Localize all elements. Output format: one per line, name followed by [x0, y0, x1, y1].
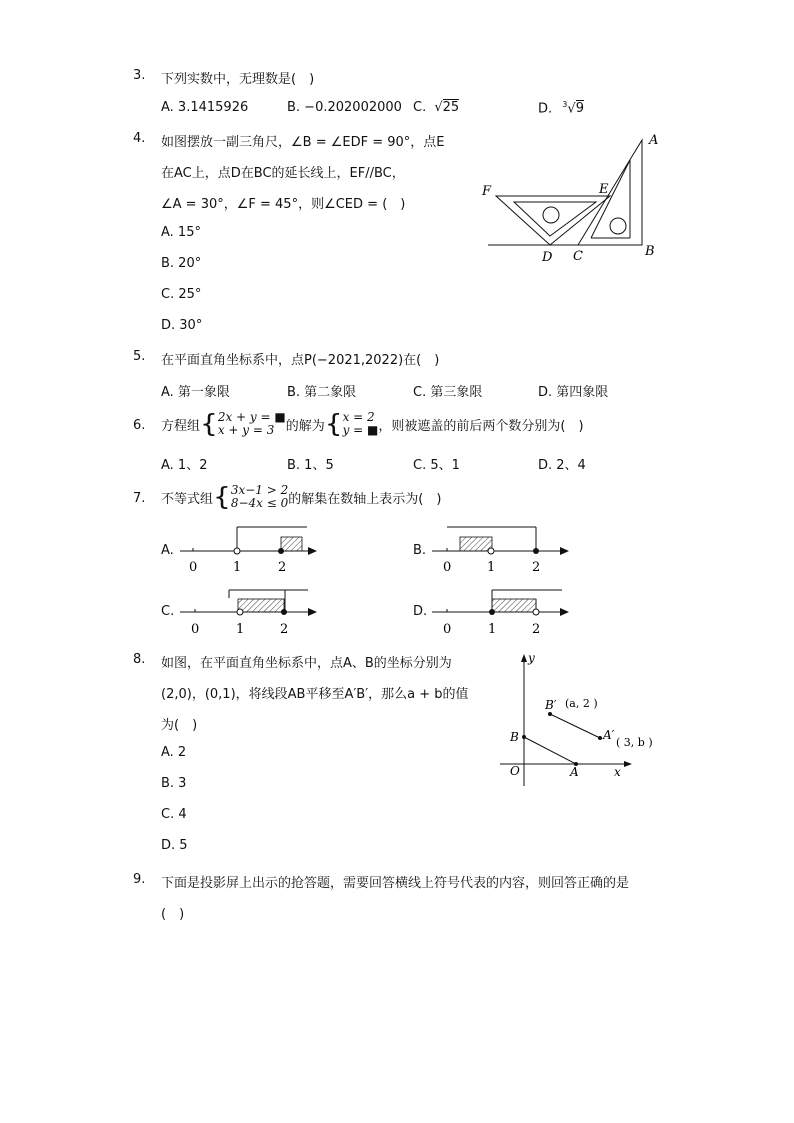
q4-hole-left	[543, 207, 559, 223]
q3-option-d: D. $^3$√9	[538, 100, 584, 117]
q8-option-c: C. 4	[161, 807, 187, 822]
q8-stem-line3: 为( )	[161, 718, 198, 733]
q3-option-d-index: 3	[562, 100, 568, 109]
q6-option-a: A. 1、2	[161, 458, 208, 473]
q8-point-a-prime-coord: ( 3, b )	[616, 736, 653, 749]
q3-option-b: B. −0.202002000	[287, 100, 402, 115]
q4-label-a: A	[649, 133, 659, 148]
q7-b-tick-2: 2	[532, 560, 541, 575]
q7-a-tick-0: 0	[189, 560, 198, 575]
q3-option-c-radicand: 25	[442, 100, 460, 115]
q3-option-c-label: C.	[413, 100, 427, 115]
q6-brace-2: {	[324, 408, 343, 439]
q3-option-c: C. √25	[413, 100, 460, 115]
q8-x-label: x	[614, 765, 621, 779]
q7-b-tick-0: 0	[443, 560, 452, 575]
q4-number: 4.	[133, 131, 146, 146]
q4-triangle-figure	[478, 128, 668, 268]
q8-point-b-prime-label: B′	[545, 698, 557, 712]
q5-option-b: B. 第二象限	[287, 385, 357, 400]
q7-system-row1: 3x−1 > 2	[230, 483, 289, 497]
q8-coordinate-figure	[494, 648, 669, 788]
q8-stem-line2: (2,0)，(0,1)，将线段AB平移至A′B′，那么a + b的值	[161, 687, 469, 702]
q7-option-d-numberline	[432, 582, 582, 640]
q3-option-a: A. 3.1415926	[161, 100, 249, 115]
q4-label-d: D	[542, 250, 553, 265]
q7-brace: {	[213, 481, 231, 512]
q8-number: 8.	[133, 652, 146, 667]
q8-point-a-prime-label: A′	[603, 728, 615, 742]
q6-system-2	[343, 411, 379, 437]
q7-system-row2: 8−4x ≤ 0	[230, 496, 289, 510]
q3-number: 3.	[133, 68, 146, 83]
q3-option-d-label: D.	[538, 101, 553, 117]
q4-label-f: F	[482, 184, 492, 199]
q8-x-arrow-icon	[624, 761, 632, 767]
q7-c-tick-1: 1	[236, 622, 245, 637]
q7-stem	[161, 480, 441, 514]
q4-option-a: A. 15°	[161, 225, 201, 240]
q8-option-d: D. 5	[161, 838, 188, 853]
q4-stem-line3: ∠A = 30°，∠F = 45°，则∠CED = ( )	[161, 197, 406, 212]
q7-number: 7.	[133, 491, 146, 506]
q8-point-a-label: A	[570, 765, 579, 779]
q6-system-1-row2: x + y = 3	[217, 423, 275, 437]
q6-system-2-row2: y = ■	[342, 423, 379, 437]
q4-label-c: C	[573, 249, 583, 264]
q6-system-1	[218, 411, 286, 437]
q3-stem: 下列实数中，无理数是( )	[161, 72, 315, 87]
q6-stem-post: ，则被遮盖的前后两个数分别为( )	[378, 418, 584, 434]
q7-option-c-numberline	[180, 582, 330, 640]
q8-segment-ab	[524, 737, 576, 764]
q6-system-1-row1: 2x + y = ■	[217, 410, 286, 424]
q3-option-d-radicand: 9	[575, 101, 584, 117]
q7-d-tick-2: 2	[532, 622, 541, 637]
q6-brace-1: {	[200, 408, 218, 439]
q5-option-c: C. 第三象限	[413, 385, 483, 400]
q9-number: 9.	[133, 872, 146, 887]
q4-option-c: C. 25°	[161, 287, 202, 302]
q4-hole-right	[610, 218, 626, 234]
q8-origin-label: O	[510, 764, 520, 778]
q7-d-tick-1: 1	[488, 622, 497, 637]
q4-label-b: B	[645, 244, 655, 259]
q7-stem-post: 的解集在数轴上表示为( )	[288, 491, 442, 507]
q6-system-2-row1: x = 2	[342, 410, 375, 424]
q7-option-b-numberline	[432, 520, 582, 578]
q5-option-d: D. 第四象限	[538, 385, 609, 400]
q8-option-b: B. 3	[161, 776, 187, 791]
q5-number: 5.	[133, 349, 146, 364]
q4-label-e: E	[599, 182, 609, 197]
q7-option-d-label: D.	[413, 604, 428, 619]
q7-stem-pre: 不等式组	[161, 491, 214, 507]
q5-stem: 在平面直角坐标系中，点P(−2021,2022)在( )	[161, 353, 440, 368]
q4-inner-triangle-fed	[514, 202, 596, 236]
q8-point-b-label: B	[510, 730, 519, 744]
q9-stem: 下面是投影屏上出示的抢答题，需要回答横线上符号代表的内容，则回答正确的是	[161, 876, 630, 891]
q6-option-b: B. 1、5	[287, 458, 334, 473]
q8-stem-line1: 如图，在平面直角坐标系中，点A、B的坐标分别为	[161, 656, 452, 671]
q7-c-tick-2: 2	[280, 622, 289, 637]
q7-option-a-numberline	[180, 520, 330, 578]
q7-b-tick-1: 1	[487, 560, 496, 575]
q6-option-c: C. 5、1	[413, 458, 460, 473]
q8-segment-a-prime-b-prime	[550, 714, 600, 738]
q7-a-tick-1: 1	[233, 560, 242, 575]
q6-number: 6.	[133, 418, 146, 433]
q6-stem-mid: 的解为	[285, 418, 325, 434]
q5-option-a: A. 第一象限	[161, 385, 230, 400]
q6-stem	[161, 407, 584, 441]
q4-stem-line2: 在AC上，点D在BC的延长线上，EF//BC，	[161, 166, 405, 181]
q8-point-b-prime-coord: (a, 2 )	[565, 697, 598, 710]
q7-system	[231, 484, 288, 510]
q8-option-a: A. 2	[161, 745, 187, 760]
q6-option-d: D. 2、4	[538, 458, 586, 473]
q9-stem-line2: ( )	[161, 907, 185, 922]
q7-d-tick-0: 0	[443, 622, 452, 637]
q7-a-tick-2: 2	[278, 560, 287, 575]
q4-triangle-acb	[578, 140, 642, 245]
q4-option-b: B. 20°	[161, 256, 202, 271]
q7-option-b-label: B.	[413, 543, 427, 558]
q4-option-d: D. 30°	[161, 318, 203, 333]
q4-stem-line1: 如图摆放一副三角尺，∠B = ∠EDF = 90°，点E	[161, 135, 445, 150]
q7-option-c-label: C.	[161, 604, 175, 619]
q7-c-tick-0: 0	[191, 622, 200, 637]
q6-stem-pre: 方程组	[161, 418, 201, 434]
q7-option-a-label: A.	[161, 543, 174, 558]
q8-y-label: y	[528, 651, 535, 665]
q8-y-arrow-icon	[521, 654, 527, 662]
